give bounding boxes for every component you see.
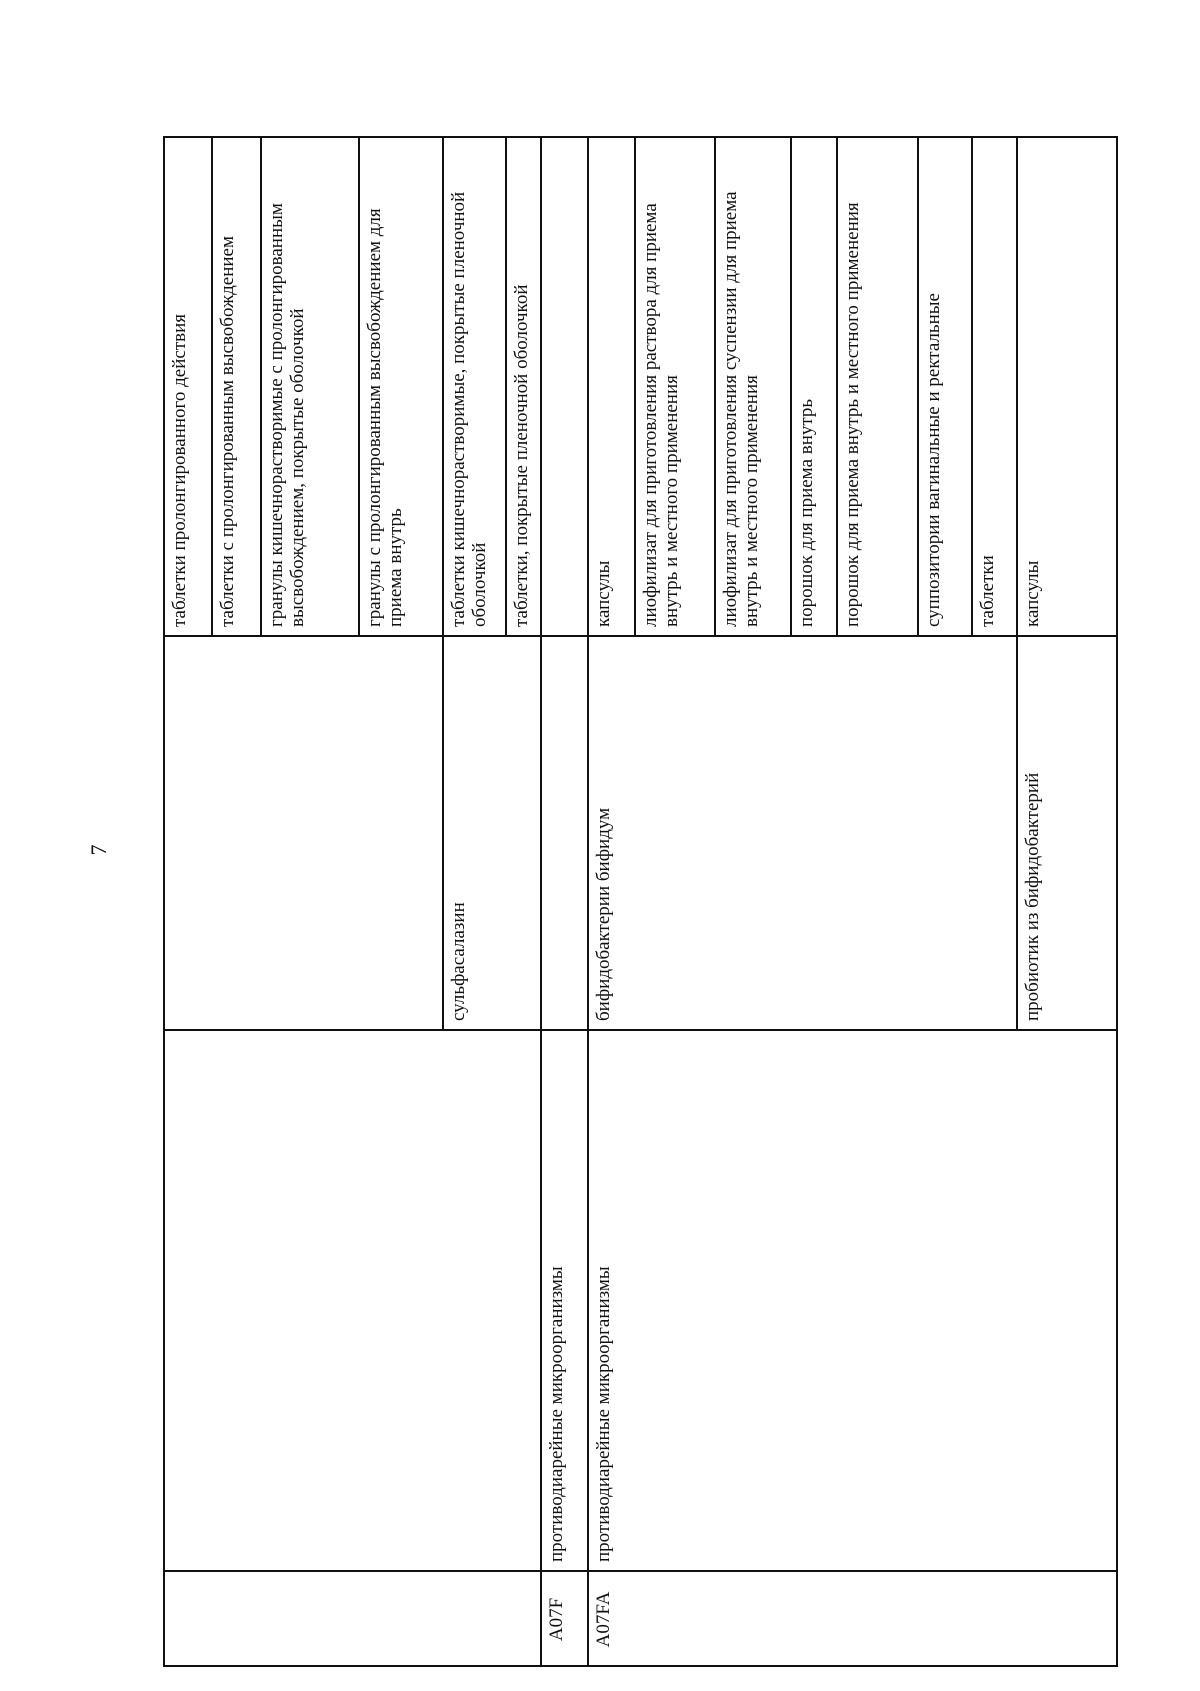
form-cell: гранулы кишечнорастворимые с пролонгированным высвобождением, покрытые оболочкой bbox=[266, 203, 308, 627]
form-cell: порошок для приема внутрь bbox=[796, 398, 817, 627]
drug-name-cell: сульфасалазин bbox=[448, 902, 469, 1021]
form-cell: гранулы с пролонгированным высвобождением для приема внутрь bbox=[364, 208, 406, 627]
form-cell: лиофилизат для приготовления суспензии для приема внутрь и местного применения bbox=[720, 191, 762, 627]
drug-name-cell: пробиотик из бифидобактерий bbox=[1022, 772, 1043, 1021]
form-cell: таблетки пролонгированного действия bbox=[169, 314, 190, 627]
atc-code-cell: A07F bbox=[546, 1597, 567, 1642]
form-cell: порошок для приема внутрь и местного применения bbox=[842, 202, 863, 627]
rotated-page-area bbox=[163, 136, 1118, 1667]
form-cell: капсулы bbox=[1022, 560, 1043, 627]
group-name-cell: противодиарейные микроорганизмы bbox=[593, 1266, 614, 1562]
form-cell: таблетки, покрытые пленочной оболочкой bbox=[511, 284, 532, 627]
page-number: 7 bbox=[86, 844, 111, 856]
form-cell: лиофилизат для приготовления раствора для приема внутрь и местного применения bbox=[640, 203, 682, 627]
form-cell: суппозитории вагинальные и ректальные bbox=[923, 293, 944, 627]
form-cell: капсулы bbox=[593, 560, 614, 627]
drug-name-cell: бифидобактерии бифидум bbox=[593, 807, 614, 1021]
form-cell: таблетки с пролонгированным высвобождением bbox=[217, 236, 238, 627]
atc-code-cell: A07FA bbox=[593, 1591, 614, 1648]
form-cell: таблетки кишечнорастворимые, покрытые пленочной оболочкой bbox=[448, 191, 490, 627]
group-name-cell: противодиарейные микроорганизмы bbox=[546, 1266, 567, 1562]
drug-table bbox=[163, 136, 1118, 1667]
form-cell: таблетки bbox=[977, 555, 998, 627]
